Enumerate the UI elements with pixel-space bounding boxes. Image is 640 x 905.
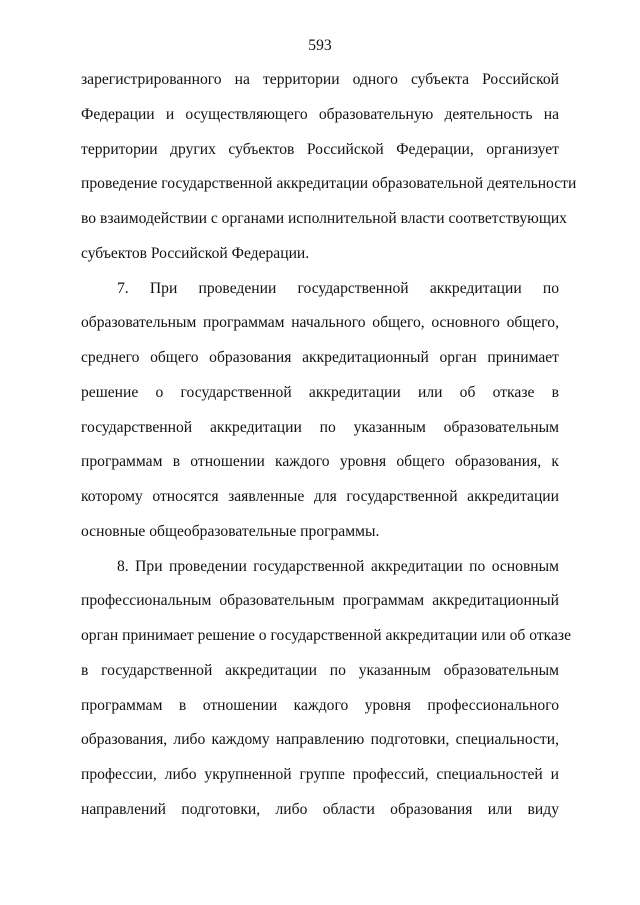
paragraph-1-line: во взаимодействии с органами исполнительной власти соответствующих [81,210,567,227]
paragraph-1-line: Федерации и осуществляющего образовательную деятельность на [81,105,559,123]
paragraph-3-line: профессиональным образовательным программам аккредитационный [81,592,559,610]
paragraph-2-line: которому относятся заявленные для государственной аккредитации [81,488,559,505]
paragraph-2-line: государственной аккредитации по указанным образовательным [81,418,559,436]
paragraph-3-line: в государственной аккредитации по указанным образовательным [81,661,559,679]
paragraph-1-line: проведение государственной аккредитации образовательной деятельности [81,175,577,193]
paragraph-2-line: среднего общего образования аккредитационный орган принимает [81,349,559,366]
paragraph-3-line: орган принимает решение о государственной аккредитации или об отказе [81,627,572,644]
paragraph-1-line: субъектов Российской Федерации. [81,244,310,262]
paragraph-1-line: территории других субъектов Российской Федерации, организует [81,140,559,158]
page-number: 593 [308,37,332,54]
paragraph-2-line: программам в отношении каждого уровня общего образования, к [81,453,559,471]
paragraph-3-line: профессии, либо укрупненной группе профессий, специальностей и [81,766,559,783]
paragraph-1-line: зарегистрированного на территории одного субъекта Российской [81,71,559,88]
paragraph-2-line: образовательным программам начального общего, основного общего, [81,314,559,332]
paragraph-3-line: программам в отношении каждого уровня профессионального [81,696,559,714]
paragraph-3-line: образования, либо каждому направлению подготовки, специальности, [81,731,559,749]
paragraph-2-line: основные общеобразовательные программы. [81,522,380,540]
paragraph-2-line: решение о государственной аккредитации или об отказе в [81,383,559,401]
paragraph-3-line: 8. При проведении государственной аккредитации по основным [117,557,559,575]
paragraph-2-line: 7. При проведении государственной аккредитации по [117,279,559,297]
paragraph-3-line: направлений подготовки, либо области образования или виду [81,800,559,818]
